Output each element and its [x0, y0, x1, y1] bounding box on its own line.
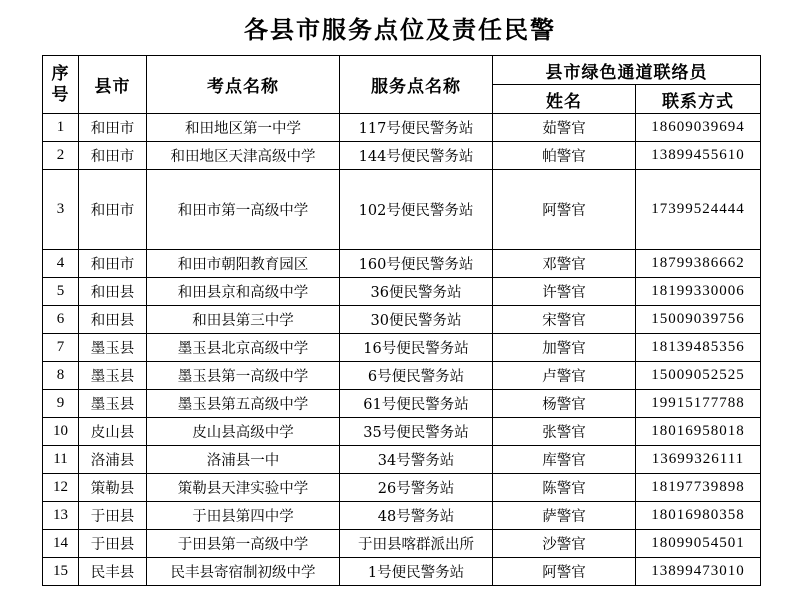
cell-contact: 13899473010: [636, 558, 761, 586]
cell-name: 加警官: [493, 334, 636, 362]
cell-no: 11: [43, 446, 79, 474]
table-row: [43, 250, 761, 278]
cell-county: 和田市: [79, 250, 147, 278]
cell-name: 陈警官: [493, 474, 636, 502]
cell-exam-site: 和田市朝阳教育园区: [147, 250, 340, 278]
table-row: [43, 390, 761, 418]
table-row: [43, 530, 761, 558]
table-row: [43, 418, 761, 446]
table-row: [43, 502, 761, 530]
cell-county: 和田县: [79, 306, 147, 334]
cell-service-point: 35号便民警务站: [340, 418, 493, 446]
header-county: 县市: [79, 56, 147, 114]
cell-service-point: 30便民警务站: [340, 306, 493, 334]
cell-county: 于田县: [79, 530, 147, 558]
cell-no: 3: [43, 170, 79, 250]
cell-name: 帕警官: [493, 142, 636, 170]
cell-county: 民丰县: [79, 558, 147, 586]
cell-exam-site: 和田地区第一中学: [147, 114, 340, 142]
cell-contact: 18199330006: [636, 278, 761, 306]
cell-name: 沙警官: [493, 530, 636, 558]
cell-name: 库警官: [493, 446, 636, 474]
header-name: 姓名: [493, 85, 636, 114]
cell-exam-site: 和田县京和高级中学: [147, 278, 340, 306]
cell-contact: 13899455610: [636, 142, 761, 170]
cell-name: 杨警官: [493, 390, 636, 418]
cell-contact: 18799386662: [636, 250, 761, 278]
table-row: [43, 474, 761, 502]
cell-name: 宋警官: [493, 306, 636, 334]
cell-contact: 15009039756: [636, 306, 761, 334]
cell-county: 墨玉县: [79, 390, 147, 418]
cell-service-point: 于田县喀群派出所: [340, 530, 493, 558]
cell-county: 和田市: [79, 142, 147, 170]
cell-contact: 18099054501: [636, 530, 761, 558]
cell-exam-site: 皮山县高级中学: [147, 418, 340, 446]
cell-service-point: 1号便民警务站: [340, 558, 493, 586]
cell-contact: 19915177788: [636, 390, 761, 418]
cell-no: 12: [43, 474, 79, 502]
table-row: [43, 114, 761, 142]
cell-service-point: 48号警务站: [340, 502, 493, 530]
cell-county: 墨玉县: [79, 334, 147, 362]
header-seq-line2: 号: [51, 84, 70, 105]
cell-county: 皮山县: [79, 418, 147, 446]
cell-service-point: 26号警务站: [340, 474, 493, 502]
cell-contact: 17399524444: [636, 170, 761, 250]
cell-exam-site: 墨玉县北京高级中学: [147, 334, 340, 362]
cell-service-point: 6号便民警务站: [340, 362, 493, 390]
header-exam-site: 考点名称: [147, 56, 340, 114]
header-liaison-group: 县市绿色通道联络员: [493, 56, 761, 85]
cell-no: 2: [43, 142, 79, 170]
cell-contact: 18016980358: [636, 502, 761, 530]
table-row: [43, 334, 761, 362]
service-points-table: [42, 55, 761, 586]
cell-service-point: 144号便民警务站: [340, 142, 493, 170]
cell-no: 14: [43, 530, 79, 558]
cell-no: 7: [43, 334, 79, 362]
table-row: [43, 142, 761, 170]
cell-county: 洛浦县: [79, 446, 147, 474]
table-body: [43, 114, 761, 586]
header-seq: [43, 56, 79, 114]
cell-exam-site: 墨玉县第一高级中学: [147, 362, 340, 390]
cell-no: 4: [43, 250, 79, 278]
table-row: [43, 362, 761, 390]
cell-county: 和田县: [79, 278, 147, 306]
cell-contact: 13699326111: [636, 446, 761, 474]
cell-service-point: 102号便民警务站: [340, 170, 493, 250]
cell-county: 和田市: [79, 170, 147, 250]
cell-exam-site: 和田县第三中学: [147, 306, 340, 334]
cell-exam-site: 墨玉县第五高级中学: [147, 390, 340, 418]
cell-exam-site: 于田县第四中学: [147, 502, 340, 530]
cell-no: 8: [43, 362, 79, 390]
header-contact: 联系方式: [636, 85, 761, 114]
cell-exam-site: 和田地区天津高级中学: [147, 142, 340, 170]
cell-no: 5: [43, 278, 79, 306]
cell-contact: 18016958018: [636, 418, 761, 446]
cell-exam-site: 民丰县寄宿制初级中学: [147, 558, 340, 586]
cell-name: 邓警官: [493, 250, 636, 278]
header-seq-line1: 序: [51, 63, 70, 84]
cell-exam-site: 策勒县天津实验中学: [147, 474, 340, 502]
page-title: 各县市服务点位及责任民警: [244, 16, 556, 44]
cell-service-point: 160号便民警务站: [340, 250, 493, 278]
cell-no: 1: [43, 114, 79, 142]
cell-service-point: 34号警务站: [340, 446, 493, 474]
cell-name: 许警官: [493, 278, 636, 306]
cell-contact: 18197739898: [636, 474, 761, 502]
cell-service-point: 36便民警务站: [340, 278, 493, 306]
cell-name: 阿警官: [493, 170, 636, 250]
cell-no: 15: [43, 558, 79, 586]
cell-name: 萨警官: [493, 502, 636, 530]
cell-county: 策勒县: [79, 474, 147, 502]
table-row: [43, 306, 761, 334]
cell-service-point: 117号便民警务站: [340, 114, 493, 142]
cell-contact: 18609039694: [636, 114, 761, 142]
table-row: [43, 278, 761, 306]
cell-name: 张警官: [493, 418, 636, 446]
cell-exam-site: 于田县第一高级中学: [147, 530, 340, 558]
cell-name: 阿警官: [493, 558, 636, 586]
cell-no: 13: [43, 502, 79, 530]
header-service-point: 服务点名称: [340, 56, 493, 114]
cell-county: 墨玉县: [79, 362, 147, 390]
cell-service-point: 16号便民警务站: [340, 334, 493, 362]
cell-no: 9: [43, 390, 79, 418]
table-row: [43, 170, 761, 250]
table-row: [43, 446, 761, 474]
cell-contact: 15009052525: [636, 362, 761, 390]
cell-county: 于田县: [79, 502, 147, 530]
cell-exam-site: 洛浦县一中: [147, 446, 340, 474]
cell-name: 卢警官: [493, 362, 636, 390]
cell-exam-site: 和田市第一高级中学: [147, 170, 340, 250]
table-row: [43, 558, 761, 586]
cell-no: 10: [43, 418, 79, 446]
cell-service-point: 61号便民警务站: [340, 390, 493, 418]
cell-county: 和田市: [79, 114, 147, 142]
cell-contact: 18139485356: [636, 334, 761, 362]
cell-no: 6: [43, 306, 79, 334]
cell-name: 茹警官: [493, 114, 636, 142]
